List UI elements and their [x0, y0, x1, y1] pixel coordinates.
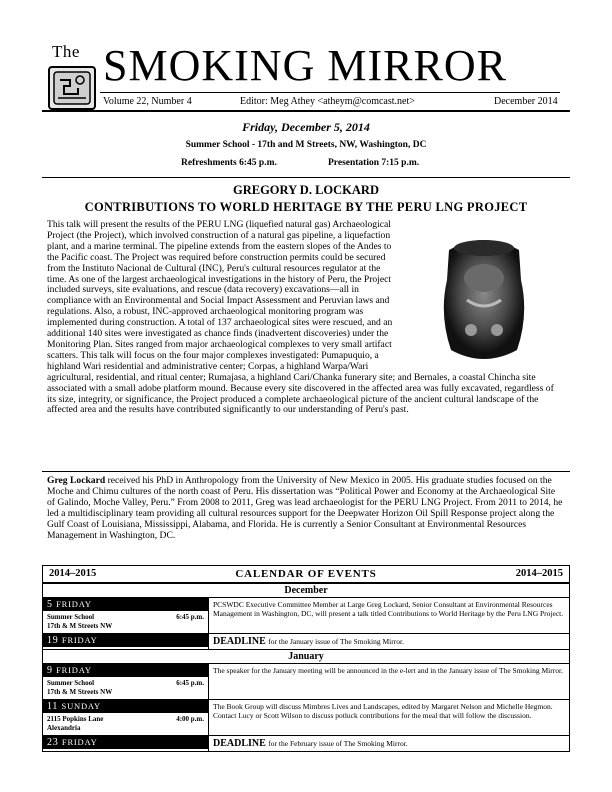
bio-divider [42, 471, 570, 472]
talk-title: CONTRIBUTIONS TO WORLD HERITAGE BY THE PERU LNG PROJECT [84, 200, 528, 214]
issue-date: December 2014 [494, 96, 558, 107]
speaker-bio [47, 475, 565, 541]
mirror-logo-icon [48, 66, 96, 110]
event-deadline: DEADLINE for the January issue of The Smoking Mirror. [209, 634, 570, 650]
event-description: The speaker for the January meeting will be announced in the e-lert and in the January issue of The Smoking Mirror. [209, 664, 570, 700]
event-date-cell [43, 598, 209, 634]
event-description: PCSWDC Executive Committee Member at Large Greg Lockard, Senior Consultant at Environmental Resources Management in Washington, DC, will present a talk titled Contributions to World Heritage by the Peru LNG Project. [209, 598, 570, 634]
event-date-cell [43, 700, 209, 736]
presentation-time: Presentation 7:15 p.m. [328, 158, 420, 168]
event-date-cell [43, 736, 209, 752]
event-date-cell [43, 664, 209, 700]
refreshments-time: Refreshments 6:45 p.m. [181, 158, 277, 168]
event-location: 6:45 p.m. Summer School 17th & M Streets NW [47, 679, 204, 696]
meeting-divider [42, 177, 570, 178]
meeting-location: Summer School - 17th and M Streets, NW, Washington, DC [185, 140, 427, 150]
calendar-heading: CALENDAR OF EVENTS [158, 566, 454, 583]
editor-line: Editor: Meg Athey <atheym@comcast.net> [240, 96, 415, 107]
event-deadline: DEADLINE for the February issue of The Smoking Mirror. [209, 736, 570, 752]
event-day: 5 FRIDAY [43, 598, 208, 611]
month-header: January [43, 650, 570, 664]
abstract-text: This talk will present the results of the PERU LNG (liquefied natural gas) Archaeological Project (the Project), which involved construction of a natural gas pipeline, a liquefaction plant, and a marine terminal. The pipeline extends from the eastern slopes of the Andes to the Pacific coast. The Project was required before construction permits could be secured from the Instituto Nacional de Cultural (INC), Peru's cultural resources regulator at the time. As one of the largest archaeological investigations in the history of Peru, the Project included surveys, site evaluations, and rescue (data recovery) excavations—all in compliance with an Environmental and Social Impact Assessment and Peruvian laws and regulations. Also, a robust, INC-approved archaeological monitoring program was implemented during construction. A total of 137 archaeological sites were rescued, and an additional 140 sites were investigated as chance finds (inadvertent discoveries) under the Monitoring Plan. Sites ranged from major archaeological complexes to very small artifact scatters. This talk will focus on the four major complexes investigated: Pumapuquio, a highland Wari residential and administrative center; Corpas, a highland Warpa/Wari agricultural, residential, and ritual center; Rumajasa, a highland Cari/Chanka funerary site; and Bernales, a coastal Chincha site associated with a small adobe platform mound. Because every site discovered in the affected area was fully excavated, regardless of its size, integrity, or significance, the Project produced a complete archaeological picture of the ancient cultural landscape of the affected area and the results have contributed significantly to our understanding of Peru's past. [47, 219, 554, 416]
talk-abstract [47, 220, 565, 416]
month-header: December [43, 584, 570, 598]
calendar-year-right: 2014–2015 [454, 566, 570, 583]
calendar-year-left: 2014–2015 [43, 566, 159, 583]
header-divider [42, 110, 570, 112]
masthead-the: The [52, 42, 80, 61]
ceramic-figure-photo [409, 220, 559, 370]
bio-name: Greg Lockard [47, 475, 106, 486]
bio-text: received his PhD in Anthropology from the University of New Mexico in 2005. His graduate studies focused on the Moche and Chimu cultures of the north coast of Peru. His dissertation was “Political Power and Economy at the Archaeological Site of Galindo, Moche Valley, Peru.” From 2008 to 2011, Greg was lead archaeologist for the PERU LNG Project. From 2011 to 2014, he led a multidisciplinary team providing all cultural resources support for the Deepwater Horizon Oil Spill Response project along the Gulf Coast of Louisiana, Mississippi, Alabama, and Florida. He is currently a Senior Consultant at Environmental Resources Management in Washington, DC. [47, 475, 563, 541]
meeting-date: Friday, December 5, 2014 [242, 120, 370, 134]
event-location: 6:45 p.m. Summer School 17th & M Streets NW [47, 613, 204, 630]
event-day: 9 FRIDAY [43, 664, 208, 677]
volume-number: Volume 22, Number 4 [103, 96, 192, 107]
event-day: 11 SUNDAY [43, 700, 208, 713]
event-day: 23 FRIDAY [43, 736, 208, 749]
calendar-of-events [42, 565, 570, 752]
masthead-rule [100, 92, 560, 93]
event-date-cell [43, 634, 209, 650]
event-day: 19 FRIDAY [43, 634, 208, 647]
speaker-name: GREGORY D. LOCKARD [233, 183, 379, 197]
event-description: The Book Group will discuss Mimbres Lives and Landscapes, edited by Margaret Nelson and Michelle Hegmon. Contact Lucy or Scott Wilson to discuss potluck contributions for the meal that will follow the discussion. [209, 700, 570, 736]
newsletter-title: SMOKING MIRROR [103, 41, 507, 90]
event-location: 4:00 p.m. 2115 Popkins Lane Alexandria [47, 715, 204, 732]
